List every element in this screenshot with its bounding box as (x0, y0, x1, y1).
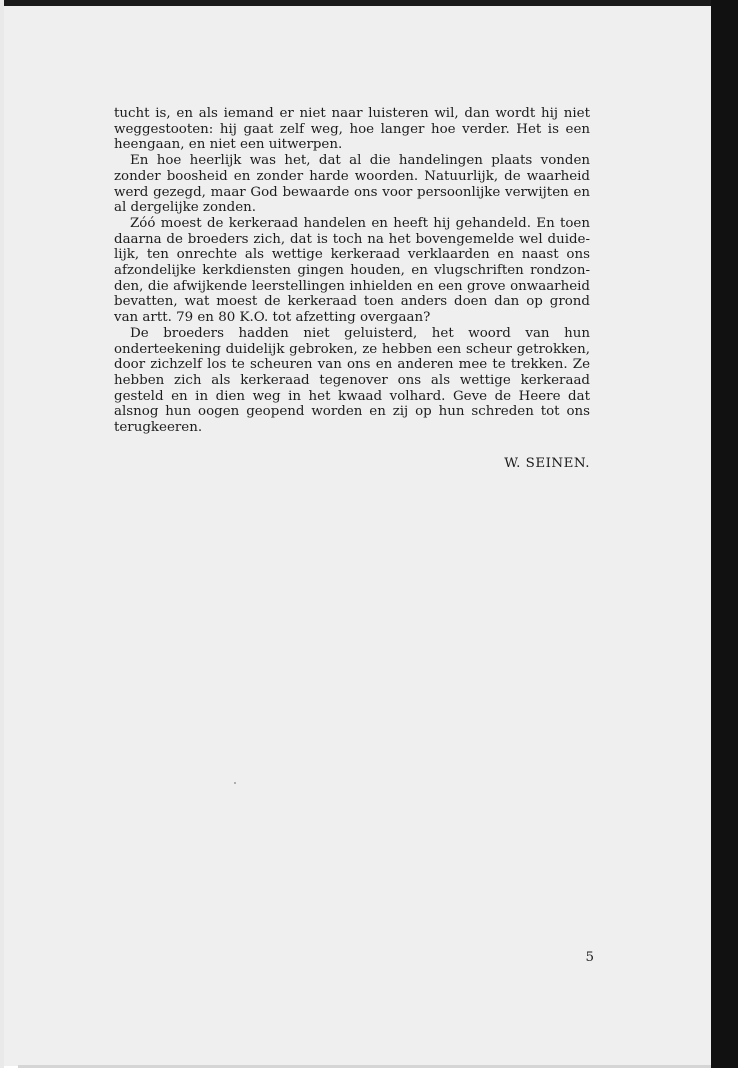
page-number: 5 (585, 950, 594, 965)
paragraph-3: Zóó moest de kerkeraad handelen en heeft hij gehandeld. En toen daarna de broeders zich, dat is toch na het bovengemelde wel duidelijk, ten onrechte als wettige kerkeraad verklaarden en naast ons afzondelijke kerkdiensten gingen houden, en vlugschriften rondzonden, die afwijkende leerstellingen inhielden en een grove onwaarheid bevatten, wat moest de kerkeraad toen anders doen dan op grond van artt. 79 en 80 K.O. tot afzetting overgaan? (114, 215, 590, 326)
body-text (114, 106, 590, 436)
paragraph-2: En hoe heerlijk was het, dat al die handelingen plaats vonden zonder boosheid en zonder harde woorden. Natuurlijk, de waarheid werd gezegd, maar God bewaarde ons voor persoonlijke verwijten en al dergelijke zonden. (114, 153, 590, 216)
paragraph-4: De broeders hadden niet geluisterd, het woord van hun onderteekening duidelijk gebroken, ze hebben een scheur getrokken, door zichzelf los te scheuren van ons en anderen mee te trekken. Ze hebben zich als kerkeraad tegenover ons als wettige kerkeraad gesteld en in dien weg in het kwaad volhard. Geve de Heere dat alsnog hun oogen geopend worden en zij op hun schreden tot ons terugkeeren. (114, 325, 590, 436)
scan-right-edge (711, 0, 738, 1068)
author-signature: W. SEINEN. (504, 456, 590, 471)
scan-speck (234, 782, 236, 784)
paragraph-1: tucht is, en als iemand er niet naar luisteren wil, dan wordt hij niet weggestooten: hij gaat zelf weg, hoe langer hoe verder. Het is een heengaan, en niet een uitwerpen. (114, 106, 590, 153)
